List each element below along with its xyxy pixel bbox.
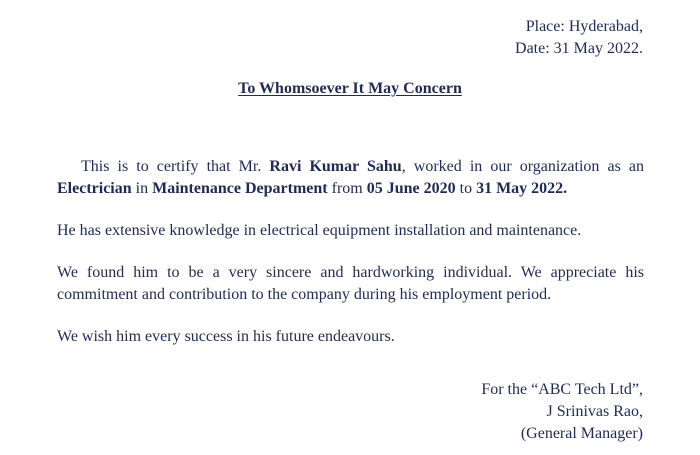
certificate-body: [57, 156, 644, 368]
employee-department: Maintenance Department: [152, 180, 328, 197]
text-segment: in: [131, 180, 153, 197]
date-line: Date: 31 May 2022.: [515, 40, 643, 57]
text-segment: from: [327, 180, 367, 197]
knowledge-paragraph: He has extensive knowledge in electrical equipment installation and maintenance.: [57, 222, 582, 239]
certification-paragraph: [57, 156, 644, 200]
signatory-name: J Srinivas Rao,: [546, 403, 643, 420]
place-date-block: [515, 16, 643, 60]
text-segment: , worked in our organization as an: [401, 158, 644, 175]
signature-block: [481, 379, 643, 445]
document-title: To Whomsoever It May Concern: [238, 80, 462, 97]
wishes-paragraph: We wish him every success in his future endeavours.: [57, 328, 395, 345]
employee-name: Ravi Kumar Sahu: [269, 158, 402, 175]
text-segment: This is to certify that Mr.: [81, 158, 270, 175]
appreciation-paragraph: We found him to be a very sincere and hardworking individual. We appreciate his commitment and contribution to the company during his employment period.: [57, 264, 644, 303]
signatory-title: (General Manager): [520, 425, 643, 442]
company-line: For the “ABC Tech Ltd”,: [481, 381, 643, 398]
start-date: 05 June 2020: [366, 180, 456, 197]
text-segment: to: [455, 180, 477, 197]
end-date: 31 May 2022.: [476, 180, 568, 197]
employee-role: Electrician: [57, 180, 132, 197]
place-line: Place: Hyderabad,: [525, 18, 643, 35]
